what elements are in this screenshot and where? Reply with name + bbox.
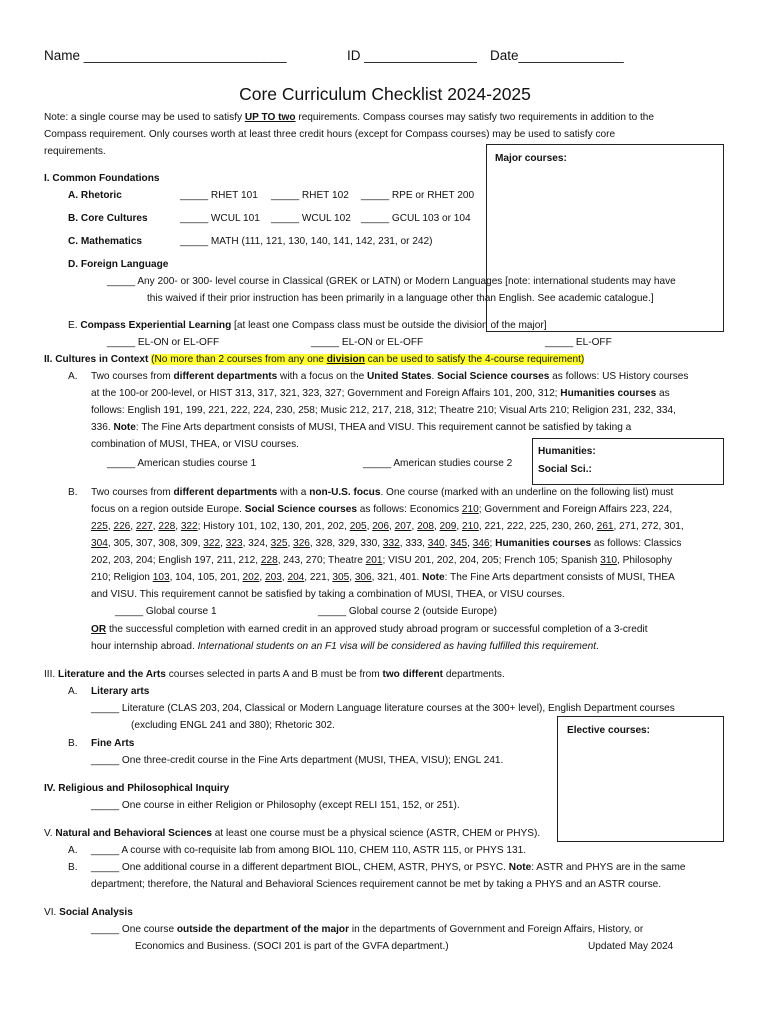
course-list-text: , <box>389 521 395 532</box>
course-list-text: , 221, 222, 225, 230, 260, <box>478 521 597 532</box>
additional-science-item[interactable]: _____ One additional course in a different department BIOL, CHEM, ASTR, PHYS, or PSYC. Note: ASTR and PHYS are in the same <box>91 862 686 873</box>
underlined-course-code: 322 <box>203 538 221 549</box>
section-2-heading: II. Cultures in Context (No more than 2 courses from any one division can be used to satisfy the 4-course requirement) <box>44 354 585 365</box>
course-list-text: ; VISU 201, 202, 204, 205; French 105; Spanish <box>382 555 601 566</box>
course-list-text: , <box>152 521 159 532</box>
underlined-course-code: 228 <box>158 521 176 532</box>
course-list-text: 202, 203, 204; English 197, 211, 212, <box>91 555 261 566</box>
underlined-course-code: 209 <box>439 521 457 532</box>
major-courses-label: Major courses: <box>495 153 567 164</box>
section-3-heading: III. Literature and the Arts courses selected in parts A and B must be from two different departments. <box>44 669 505 680</box>
underlined-course-code: 261 <box>596 521 614 532</box>
elective-courses-box[interactable] <box>557 716 724 842</box>
social-analysis-note: Economics and Business. (SOCI 201 is part of the GVFA department.) <box>135 941 449 952</box>
section-5a-marker: A. <box>68 845 78 856</box>
study-abroad-note: hour internship abroad. International students on an F1 visa will be considered as having fulfilled this requirement. <box>91 641 599 652</box>
literature-item[interactable]: _____ Literature (CLAS 203, 204, Classical or Modern Language literature courses at the 300+ level), English Department courses <box>91 703 675 714</box>
course-list-text: , 305, 307, 308, 309, <box>107 538 204 549</box>
course-list-text: , 321, 401. <box>371 572 423 583</box>
underlined-course-code: 205 <box>349 521 367 532</box>
underlined-course-code: 305 <box>332 572 350 583</box>
underlined-course-code: 207 <box>394 521 412 532</box>
el-item-1[interactable]: _____ EL-ON or EL-OFF <box>107 337 220 348</box>
course-list-text: , <box>433 521 440 532</box>
rpe-rhet-200-item[interactable]: _____ RPE or RHET 200 <box>361 190 475 201</box>
underlined-course-code: 208 <box>417 521 434 532</box>
underlined-course-code: 326 <box>293 538 310 549</box>
math-item[interactable]: _____ MATH (111, 121, 130, 140, 141, 142, 231, or 242) <box>180 236 433 247</box>
foreign-language-note: this waived if their prior instruction has been primarily in a language other than English. See academic catalogue.] <box>147 293 654 304</box>
section-5-heading: V. Natural and Behavioral Sciences at least one course must be a physical science (ASTR, CHEM or PHYS). <box>44 828 541 839</box>
underlined-course-code: 306 <box>354 572 372 583</box>
course-list-text: , <box>281 572 288 583</box>
elective-courses-label: Elective courses: <box>567 725 651 736</box>
course-list-text: 210; Religion <box>91 572 153 583</box>
underlined-course-code: 210 <box>462 521 479 532</box>
mathematics-label: C. Mathematics <box>68 236 143 247</box>
course-list-text: , Philosophy <box>617 555 673 566</box>
course-list-text: , 104, 105, 201, <box>169 572 243 583</box>
division-highlight-note: (No more than 2 courses from any one division can be used to satisfy the 4-course requirement) <box>151 354 585 365</box>
underlined-course-code: 225 <box>91 521 108 532</box>
underlined-course-code: 228 <box>260 555 278 566</box>
underlined-course-code: 203 <box>265 572 282 583</box>
underlined-course-code: 325 <box>270 538 288 549</box>
course-list-text: , <box>366 521 373 532</box>
underlined-course-code: 322 <box>180 521 198 532</box>
foreign-language-label: D. Foreign Language <box>68 259 169 270</box>
section-6-heading: VI. Social Analysis <box>44 907 133 918</box>
lab-course-item[interactable]: _____ A course with co-requisite lab from among BIOL 110, CHEM 110, ASTR 115, or PHYS 131. <box>91 845 526 856</box>
course-list-text: , <box>287 538 294 549</box>
global-course-1[interactable]: _____ Global course 1 <box>115 606 217 617</box>
american-studies-1[interactable]: _____ American studies course 1 <box>107 458 257 469</box>
wcul-102-item[interactable]: _____ WCUL 102 <box>271 213 351 224</box>
date-field-label[interactable]: Date______________ <box>490 48 624 63</box>
fine-arts-label: Fine Arts <box>91 738 135 749</box>
global-course-2[interactable]: _____ Global course 2 (outside Europe) <box>318 606 497 617</box>
course-list-text: , 324, <box>242 538 271 549</box>
course-list-text: , <box>130 521 136 532</box>
course-list-text: , 333, <box>399 538 428 549</box>
section-3a-marker: A. <box>68 686 78 697</box>
core-cultures-label: B. Core Cultures <box>68 213 148 224</box>
wcul-101-item[interactable]: _____ WCUL 101 <box>180 213 260 224</box>
course-list-text: , <box>107 521 114 532</box>
course-list-text: , <box>456 521 462 532</box>
compass-label: E. Compass Experiential Learning [at least one Compass class must be outside the division of the major] <box>68 320 547 331</box>
id-field-label[interactable]: ID _______________ <box>347 48 477 63</box>
american-studies-2[interactable]: _____ American studies course 2 <box>363 458 513 469</box>
name-field-label[interactable]: Name ___________________________ <box>44 48 287 63</box>
section-2b-marker: B. <box>68 487 78 498</box>
underlined-course-code: 226 <box>113 521 131 532</box>
course-list-text: , <box>411 521 418 532</box>
underlined-course-code: 206 <box>372 521 390 532</box>
course-list-text: ; History 101, 102, 130, 201, 202, <box>197 521 350 532</box>
underlined-course-code: 201 <box>365 555 383 566</box>
section-2a-marker: A. <box>68 371 78 382</box>
el-item-3[interactable]: _____ EL-OFF <box>545 337 612 348</box>
humanities-social-box[interactable] <box>532 438 724 485</box>
social-sci-label: Social Sci.: <box>538 464 592 475</box>
el-item-2[interactable]: _____ EL-ON or EL-OFF <box>311 337 424 348</box>
underlined-course-code: 323 <box>225 538 243 549</box>
course-list-text: , 328, 329, 330, <box>309 538 383 549</box>
underlined-course-code: 340 <box>427 538 445 549</box>
underlined-course-code: 346 <box>472 538 490 549</box>
humanities-label: Humanities: <box>538 446 596 457</box>
religion-philosophy-item[interactable]: _____ One course in either Religion or Philosophy (except RELI 151, 152, or 251). <box>91 800 460 811</box>
section-5b-marker: B. <box>68 862 78 873</box>
page-title: Core Curriculum Checklist 2024-2025 <box>239 84 531 104</box>
study-abroad-alternative: OR the successful completion with earned credit in an approved study abroad program or successful completion of a 3-credit <box>91 624 648 635</box>
fine-arts-item[interactable]: _____ One three-credit course in the Fine Arts department (MUSI, THEA, VISU); ENGL 241. <box>91 755 504 766</box>
literature-item-cont: (excluding ENGL 241 and 380); Rhetoric 302. <box>131 720 335 731</box>
social-analysis-item[interactable]: _____ One course outside the department of the major in the departments of Government and Foreign Affairs, History, or <box>91 924 644 935</box>
underlined-course-code: 310 <box>600 555 618 566</box>
section-1-heading: I. Common Foundations <box>44 173 160 184</box>
course-list-text: ; <box>489 538 496 549</box>
rhetoric-label: A. Rhetoric <box>68 190 122 201</box>
underlined-course-code: 304 <box>91 538 108 549</box>
literary-arts-label: Literary arts <box>91 686 150 697</box>
course-list-text: , 221, <box>304 572 333 583</box>
course-list-text: , <box>349 572 355 583</box>
rhet-101-item[interactable]: _____ RHET 101 <box>180 190 258 201</box>
foreign-language-item[interactable]: _____ Any 200- or 300- level course in Classical (GREK or LATN) or Modern Languages [note: international students may have <box>107 276 676 287</box>
underlined-course-code: 345 <box>450 538 468 549</box>
underlined-course-code: 202 <box>242 572 260 583</box>
updated-date: Updated May 2024 <box>588 941 674 952</box>
section-4-heading: IV. Religious and Philosophical Inquiry <box>44 783 230 794</box>
course-list-text: , 243, 270; Theatre <box>277 555 366 566</box>
additional-science-note: department; therefore, the Natural and Behavioral Sciences requirement cannot be met by taking a PHYS and an ASTR course. <box>91 879 662 890</box>
section-3b-marker: B. <box>68 738 78 749</box>
gcul-item[interactable]: _____ GCUL 103 or 104 <box>361 213 471 224</box>
rhet-102-item[interactable]: _____ RHET 102 <box>271 190 349 201</box>
underlined-course-code: 332 <box>382 538 400 549</box>
underlined-course-code: 103 <box>152 572 170 583</box>
underlined-course-code: 204 <box>287 572 305 583</box>
underlined-course-code: 227 <box>135 521 153 532</box>
course-list-text: , <box>220 538 226 549</box>
course-list-text: , <box>444 538 451 549</box>
course-list-text: , <box>175 521 181 532</box>
course-list-text: , 271, 272, 301, <box>613 521 684 532</box>
course-list-text: , <box>467 538 473 549</box>
course-list-text: , <box>259 572 265 583</box>
